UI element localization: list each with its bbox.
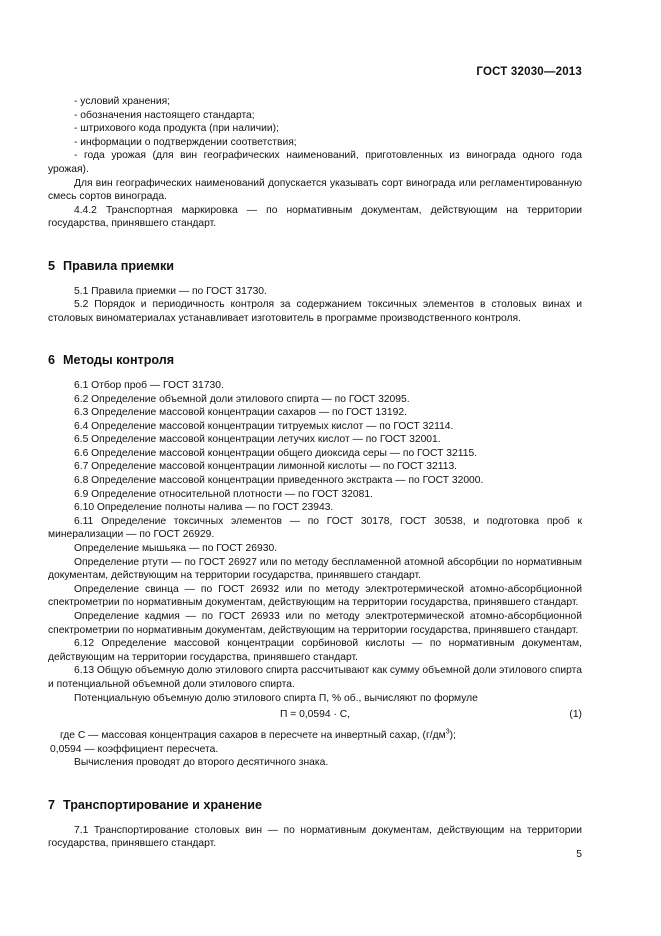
list-item: - условий хранения; — [74, 96, 171, 107]
paragraph-5-1: 5.1 Правила приемки — по ГОСТ 31730. — [74, 285, 267, 297]
formula-1 — [48, 708, 582, 726]
document-code-header: ГОСТ 32030—2013 — [476, 66, 582, 78]
method-item: 6.2 Определение объемной доли этилового спирта — по ГОСТ 32095. — [74, 393, 410, 405]
method-item: 6.4 Определение массовой концентрации титруемых кислот — по ГОСТ 32114. — [74, 420, 454, 432]
paragraph-5-2: 5.2 Порядок и периодичность контроля за содержанием токсичных элементов в столовых винах и столовых виноматериалах устанавливает изготовитель в программе производственного контроля. — [48, 299, 582, 324]
method-item: Определение мышьяка — по ГОСТ 26930. — [74, 543, 278, 555]
coefficient-definition: 0,0594 — коэффициент пересчета. — [50, 743, 219, 755]
where-c-close: ); — [449, 730, 456, 742]
section-title: Транспортирование и хранение — [63, 797, 262, 812]
method-item: 6.7 Определение массовой концентрации лимонной кислоты — по ГОСТ 32113. — [74, 461, 458, 473]
method-item: 6.13 Общую объемную долю этилового спирта рассчитывают как сумму объемной доли этилового спирта и потенциальной объемной доли этилового спирта. — [48, 665, 582, 690]
formula-number: (1) — [569, 709, 582, 721]
method-item: 6.5 Определение массовой концентрации летучих кислот — по ГОСТ 32001. — [74, 434, 441, 446]
list-item: - штрихового кода продукта (при наличии); — [74, 123, 279, 135]
method-item: 6.11 Определение токсичных элементов — по ГОСТ 30178, ГОСТ 30538, и подготовка проб к минерализации — по ГОСТ 26929. — [48, 515, 582, 541]
where-c-definition — [48, 729, 582, 743]
rounding-note: Вычисления проводят до второго десятичного знака. — [74, 757, 329, 769]
section-number: 5 — [48, 258, 56, 273]
method-item: Потенциальную объемную долю этилового спирта П, % об., вычисляют по формуле — [74, 692, 478, 704]
section-title: Методы контроля — [63, 353, 175, 368]
section-6-heading — [48, 354, 582, 368]
formula-expression: П = 0,0594 · С, — [279, 709, 351, 721]
list-item: - года урожая (для вин географических наименований, приготовленных из винограда одного года урожая). — [48, 150, 582, 175]
list-item: - обозначения настоящего стандарта; — [74, 109, 255, 121]
method-item: 6.8 Определение массовой концентрации приведенного экстракта — по ГОСТ 32000. — [74, 475, 484, 487]
section-5-heading — [48, 260, 582, 274]
method-item: 6.6 Определение массовой концентрации общего диоксида серы — по ГОСТ 32115. — [74, 447, 478, 459]
paragraph-geo-names: Для вин географических наименований допускается указывать сорт винограда или регламентированную смесь сортов винограда. — [48, 177, 582, 203]
section-number: 7 — [48, 797, 56, 812]
method-item: 6.10 Определение полноты налива — по ГОСТ 23943. — [74, 502, 334, 514]
method-item: Определение ртути — по ГОСТ 26927 или по методу беспламенной атомной абсорбции по нормативным документам, действующим на территории государства, принявшего стандарт. — [48, 556, 582, 582]
section-number: 6 — [48, 353, 56, 368]
page-body — [48, 95, 582, 851]
method-item: 6.3 Определение массовой концентрации сахаров — по ГОСТ 13192. — [74, 407, 407, 419]
method-item: 6.9 Определение относительной плотности — по ГОСТ 32081. — [74, 488, 373, 500]
where-c-text: где С — массовая концентрация сахаров в пересчете на инвертный сахар, (г/дм — [60, 730, 446, 742]
paragraph-4-4-2: 4.4.2 Транспортная маркировка — по нормативным документам, действующим на территории государства, принявшего стандарт. — [48, 204, 582, 230]
method-item: 6.1 Отбор проб — ГОСТ 31730. — [74, 379, 224, 391]
superscript-3: 3 — [445, 728, 450, 736]
method-item: Определение кадмия — по ГОСТ 26933 или по методу электротермической атомно-абсорбционной спектрометрии по нормативным документам, действующим на территории государства, принявшего стандарт. — [48, 611, 582, 636]
page-number: 5 — [576, 849, 582, 860]
method-item: 6.12 Определение массовой концентрации сорбиновой кислоты — по нормативным документам, действующим на территории государства, принявшего стандарт. — [48, 638, 582, 663]
section-7-heading — [48, 799, 582, 813]
paragraph-7-1: 7.1 Транспортирование столовых вин — по нормативным документам, действующим на территории государства, принявшего стандарт. — [48, 824, 582, 850]
method-item: Определение свинца — по ГОСТ 26932 или по методу электротермической атомно-абсорбционной спектрометрии по нормативным документам, действующим на территории государства, принявшего стандарт. — [48, 583, 582, 609]
section-title: Правила приемки — [63, 258, 174, 273]
list-item: - информации о подтверждении соответствия; — [74, 136, 297, 148]
